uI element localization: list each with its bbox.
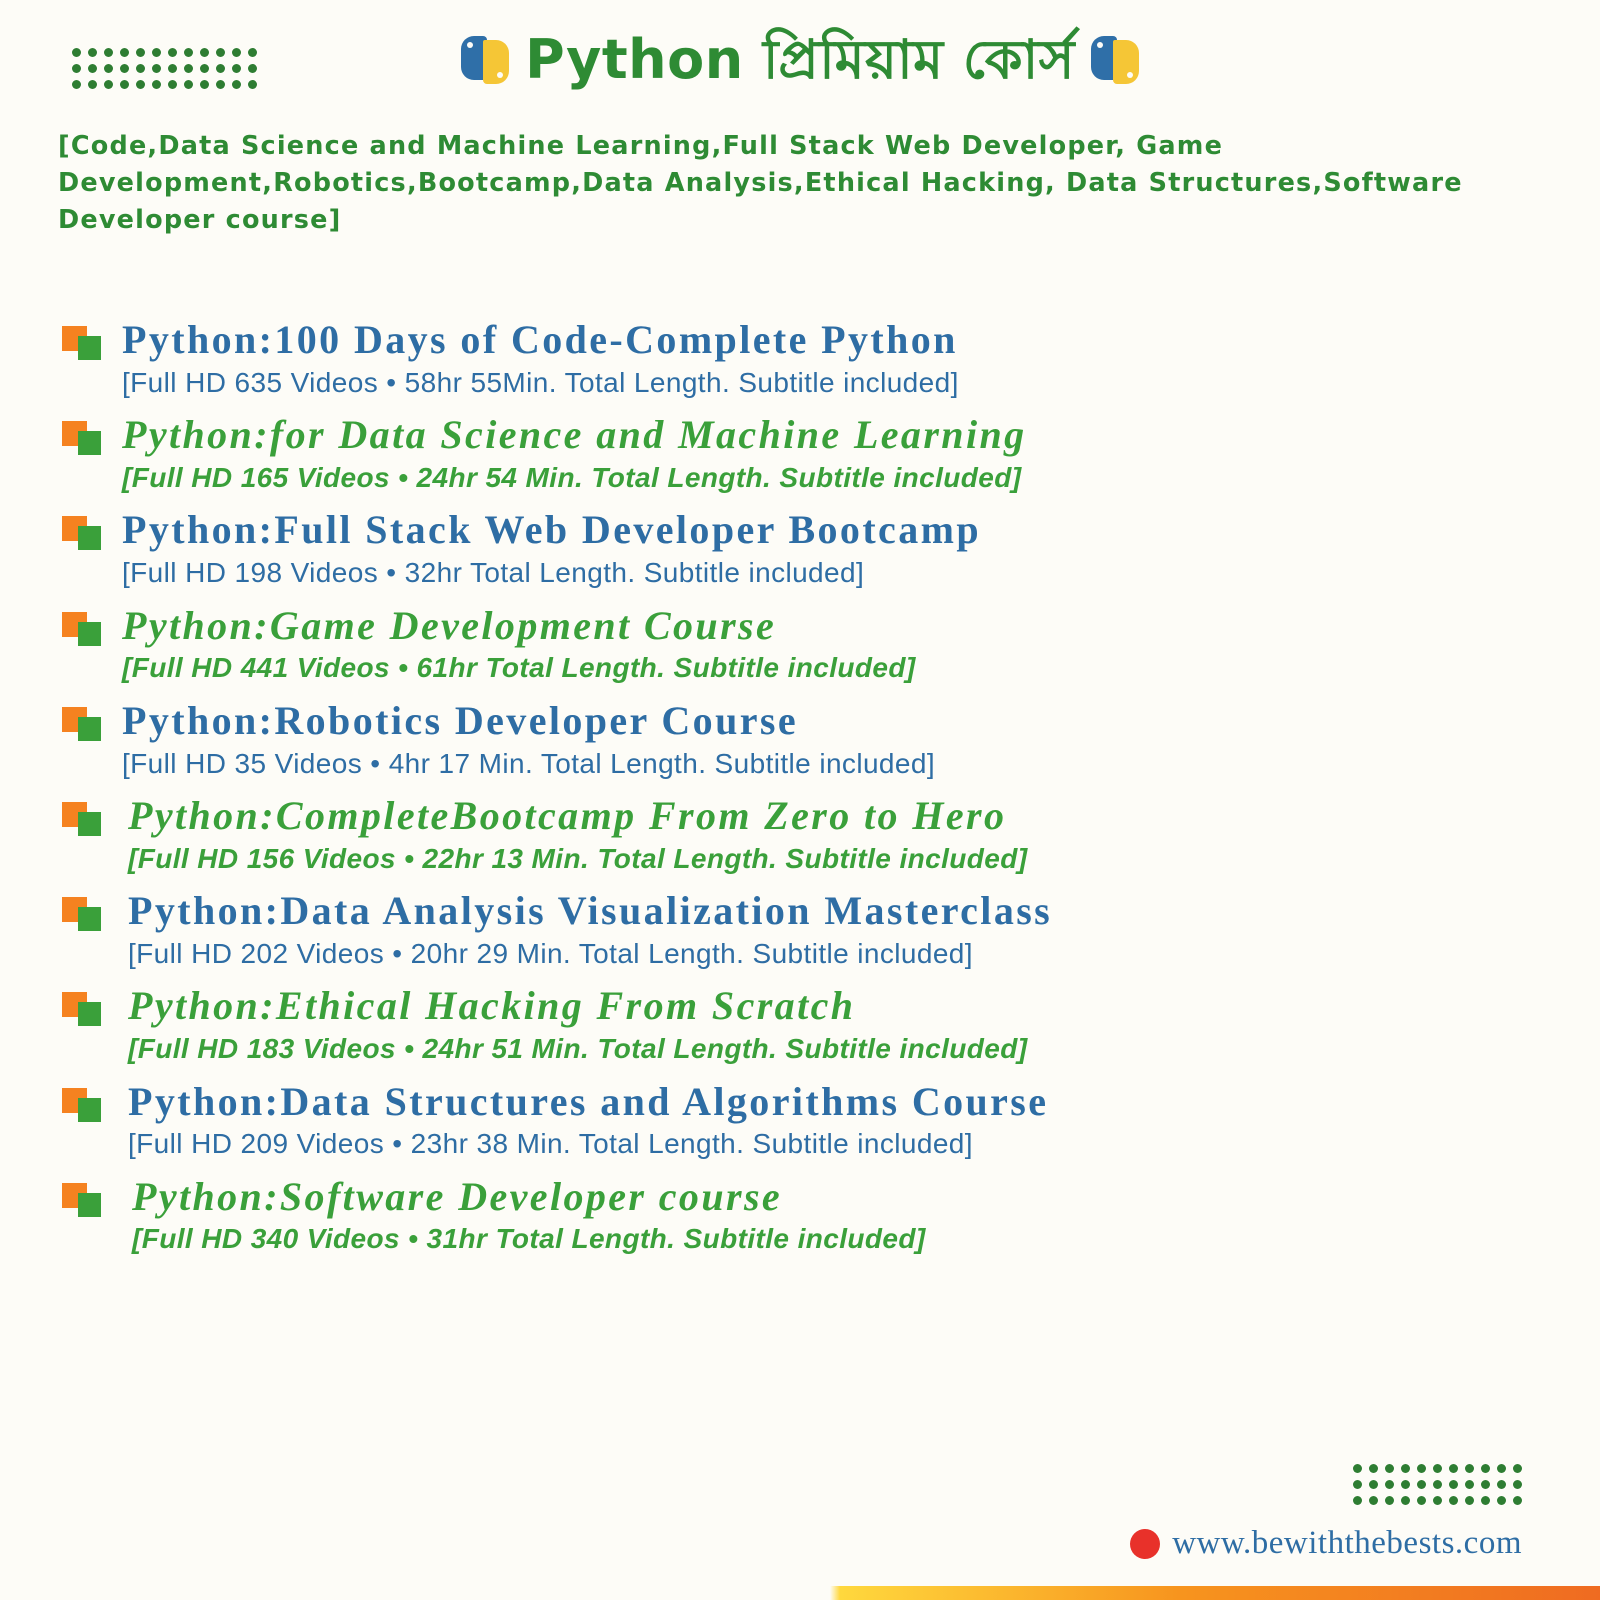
- dot: [1417, 1496, 1426, 1505]
- dot: [1417, 1480, 1426, 1489]
- page-title: Python প্রিমিয়াম কোর্স: [525, 28, 1075, 91]
- list-item: [62, 699, 1562, 782]
- list-item: [62, 794, 1562, 877]
- page-subtitle: [Code,Data Science and Machine Learning,Full Stack Web Developer, Game Development,Robotics,Bootcamp,Data Analysis,Ethical Hacking, Data Structures,Software Developer course]: [58, 131, 1463, 235]
- dot: [1385, 1496, 1394, 1505]
- python-logo-icon-right: [1089, 34, 1141, 86]
- title-row: [0, 30, 1600, 89]
- dot: [1433, 1480, 1442, 1489]
- square-bullet-icon: [62, 707, 102, 741]
- python-logo-icon-left: [459, 34, 511, 86]
- square-bullet-icon: [62, 897, 102, 931]
- square-bullet-icon: [62, 326, 102, 360]
- dot: [1481, 1496, 1490, 1505]
- course-meta: [Full HD 183 Videos • 24hr 51 Min. Total Length. Subtitle included]: [128, 1033, 1028, 1065]
- dot: [1449, 1480, 1458, 1489]
- dot: [1513, 1464, 1522, 1473]
- square-bullet-icon: [62, 992, 102, 1026]
- dot: [1481, 1480, 1490, 1489]
- dot: [1401, 1464, 1410, 1473]
- record-dot-icon: [1130, 1529, 1160, 1559]
- course-title: Python:100 Days of Code-Complete Python: [122, 317, 958, 362]
- course-title: Python:Data Analysis Visualization Masterclass: [128, 888, 1053, 934]
- dot: [1481, 1464, 1490, 1473]
- course-title: Python:CompleteBootcamp From Zero to Hero: [128, 792, 1007, 838]
- dot: [1449, 1464, 1458, 1473]
- dot: [1369, 1464, 1378, 1473]
- page-header: [0, 30, 1600, 89]
- list-item: [62, 508, 1562, 591]
- website-link[interactable]: www.bewiththebests.com: [1172, 1525, 1522, 1561]
- course-meta: [Full HD 635 Videos • 58hr 55Min. Total Length. Subtitle included]: [122, 366, 959, 398]
- dot: [1401, 1480, 1410, 1489]
- square-bullet-icon: [62, 1183, 102, 1217]
- course-title: Python:Software Developer course: [132, 1173, 783, 1219]
- course-title: Python:for Data Science and Machine Learning: [122, 412, 1027, 458]
- square-bullet-icon: [62, 1088, 102, 1122]
- square-bullet-icon: [62, 516, 102, 550]
- list-item: [62, 604, 1562, 687]
- dot: [1353, 1480, 1362, 1489]
- list-item: [62, 889, 1562, 972]
- dot: [1369, 1480, 1378, 1489]
- dot: [1449, 1496, 1458, 1505]
- square-bullet-icon: [62, 802, 102, 836]
- list-item: [62, 413, 1562, 496]
- footer: [1130, 1525, 1522, 1562]
- decorative-dot-grid-bottom-right: [1353, 1464, 1522, 1505]
- list-item: [62, 318, 1562, 401]
- dot: [1353, 1496, 1362, 1505]
- course-meta: [Full HD 165 Videos • 24hr 54 Min. Total Length. Subtitle included]: [122, 461, 1022, 493]
- dot: [1353, 1464, 1362, 1473]
- list-item: [62, 1080, 1562, 1163]
- course-title: Python:Ethical Hacking From Scratch: [128, 983, 856, 1029]
- course-meta: [Full HD 202 Videos • 20hr 29 Min. Total Length. Subtitle included]: [128, 937, 973, 969]
- bottom-gradient-bar: [0, 1586, 1600, 1600]
- dot: [1433, 1464, 1442, 1473]
- dot: [1513, 1480, 1522, 1489]
- course-title: Python:Game Development Course: [122, 602, 777, 648]
- course-meta: [Full HD 156 Videos • 22hr 13 Min. Total Length. Subtitle included]: [128, 842, 1028, 874]
- course-list: [62, 318, 1562, 1270]
- dot: [1497, 1496, 1506, 1505]
- dot: [1401, 1496, 1410, 1505]
- course-meta: [Full HD 198 Videos • 32hr Total Length. Subtitle included]: [122, 557, 865, 589]
- dot: [1385, 1464, 1394, 1473]
- course-meta: [Full HD 441 Videos • 61hr Total Length. Subtitle included]: [122, 652, 916, 684]
- dot: [1369, 1496, 1378, 1505]
- course-title: Python:Full Stack Web Developer Bootcamp: [122, 507, 981, 553]
- dot: [1513, 1496, 1522, 1505]
- square-bullet-icon: [62, 612, 102, 646]
- dot: [1417, 1464, 1426, 1473]
- course-meta: [Full HD 209 Videos • 23hr 38 Min. Total Length. Subtitle included]: [128, 1128, 973, 1160]
- dot: [1465, 1464, 1474, 1473]
- dot: [1465, 1480, 1474, 1489]
- list-item: [62, 1175, 1562, 1258]
- course-meta: [Full HD 35 Videos • 4hr 17 Min. Total Length. Subtitle included]: [122, 747, 936, 779]
- dot: [1497, 1480, 1506, 1489]
- course-title: Python:Robotics Developer Course: [122, 697, 798, 743]
- list-item: [62, 984, 1562, 1067]
- course-title: Python:Data Structures and Algorithms Course: [128, 1078, 1049, 1124]
- square-bullet-icon: [62, 421, 102, 455]
- course-meta: [Full HD 340 Videos • 31hr Total Length. Subtitle included]: [132, 1223, 926, 1255]
- dot: [1465, 1496, 1474, 1505]
- dot: [1497, 1464, 1506, 1473]
- dot: [1385, 1480, 1394, 1489]
- dot: [1433, 1496, 1442, 1505]
